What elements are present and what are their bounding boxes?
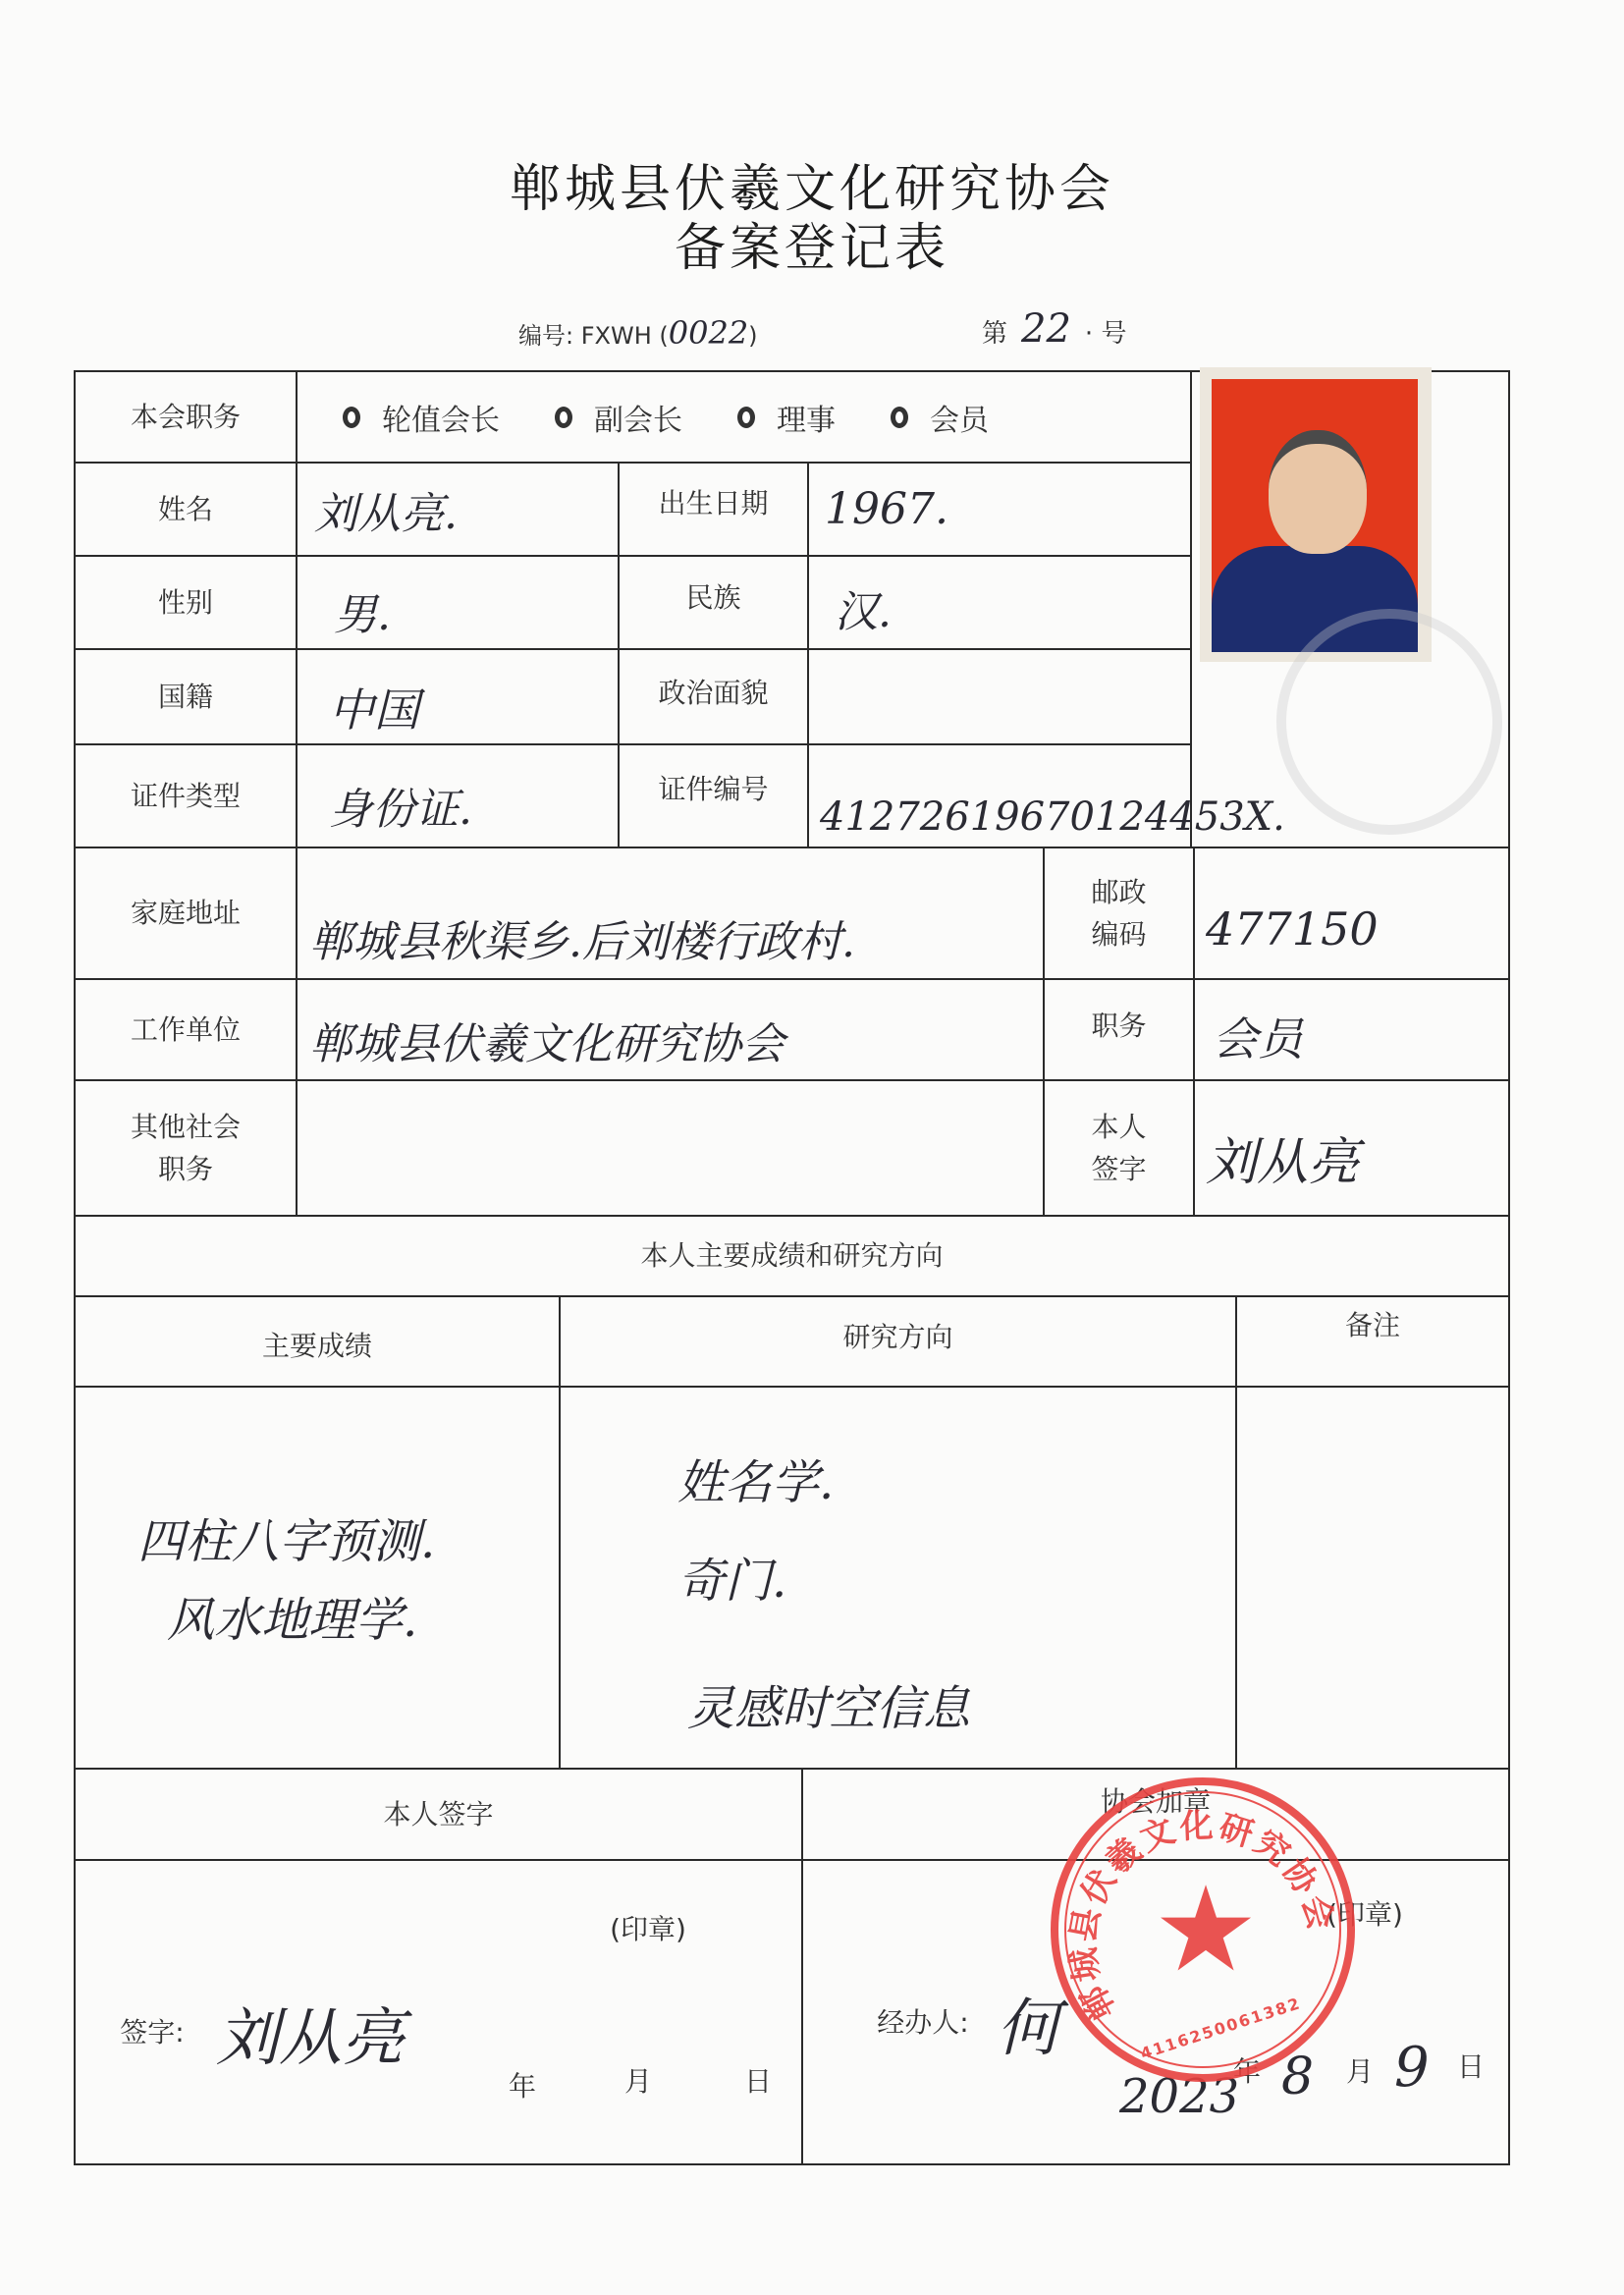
achievement-item: 风水地理学. xyxy=(167,1592,418,1648)
gender-label: 性别 xyxy=(157,585,213,619)
workplace-value: 郸城县伏羲文化研究协会 xyxy=(309,1018,785,1069)
option-rotating-president[interactable]: 轮值会长 xyxy=(343,396,500,439)
month-label-left: 月 xyxy=(623,2065,652,2099)
year-label-right: 年 xyxy=(1232,2055,1261,2089)
association-seal xyxy=(1051,1777,1355,2082)
position-options xyxy=(296,372,1190,462)
name-value: 刘从亮. xyxy=(314,488,458,539)
col-line xyxy=(807,462,809,847)
stamp-note-left: (印章) xyxy=(610,1913,686,1946)
name-label: 姓名 xyxy=(157,492,213,525)
form-title: 郸城县伏羲文化研究协会 xyxy=(509,160,1114,219)
position-label: 本会职务 xyxy=(130,400,241,433)
order-prefix: 第 xyxy=(982,319,1008,349)
table-border-right xyxy=(1508,370,1510,2165)
order-number xyxy=(982,306,1126,352)
research-item: 姓名学. xyxy=(677,1454,835,1510)
sign-label: 签字: xyxy=(120,2016,185,2049)
birth-value: 1967. xyxy=(825,484,948,534)
table-border-bottom xyxy=(74,2163,1510,2165)
political-label: 政治面貌 xyxy=(658,676,769,709)
workplace-label: 工作单位 xyxy=(130,1012,241,1046)
date-month-value: 8 xyxy=(1281,2048,1315,2106)
ethnicity-value: 汉. xyxy=(835,586,892,637)
job-value: 会员 xyxy=(1213,1011,1303,1066)
svg-text:郸城县伏羲文化研究协会: 郸城县伏羲文化研究协会 xyxy=(1062,1806,1341,2027)
date-year-value: 2023 xyxy=(1119,2069,1240,2124)
year-label-left: 年 xyxy=(508,2070,536,2104)
other-roles-label: 其他社会 职务 xyxy=(130,1110,241,1185)
radio-circle-icon xyxy=(891,407,908,428)
day-label-left: 日 xyxy=(743,2065,772,2099)
radio-circle-icon xyxy=(737,407,755,428)
month-label-right: 月 xyxy=(1345,2055,1374,2089)
serial-number xyxy=(518,314,758,352)
option-director[interactable]: 理事 xyxy=(737,396,836,439)
photo-head xyxy=(1269,430,1367,554)
handler-value: 何 xyxy=(997,1993,1059,2065)
achievements-column-header: 主要成绩 xyxy=(261,1329,372,1362)
stamp-note-right: (印章) xyxy=(1326,1898,1403,1932)
id-number-label: 证件编号 xyxy=(658,772,769,805)
nationality-value: 中国 xyxy=(329,683,419,737)
order-value: 22 xyxy=(1021,306,1071,352)
achievement-item: 四柱八字预测. xyxy=(137,1513,436,1569)
serial-value: 0022 xyxy=(668,314,749,352)
col-line xyxy=(1235,1295,1237,1768)
self-sign-value: 刘从亮 xyxy=(1206,1132,1360,1192)
postcode-label: 邮政 编码 xyxy=(1091,875,1147,951)
remarks-column-header: 备注 xyxy=(1344,1309,1400,1342)
ethnicity-label: 民族 xyxy=(685,580,741,614)
seal-code: 4116250061382 xyxy=(1138,1994,1304,2063)
embossed-seal xyxy=(1276,609,1502,835)
birth-label: 出生日期 xyxy=(658,486,769,519)
self-sign-label: 本人 签字 xyxy=(1091,1110,1147,1185)
radio-circle-icon xyxy=(555,407,572,428)
research-column-header: 研究方向 xyxy=(842,1320,953,1353)
job-label: 职务 xyxy=(1091,1009,1147,1042)
gender-value: 男. xyxy=(334,589,391,640)
col-line xyxy=(1193,847,1195,1215)
seal-header: 协会加章 xyxy=(1100,1785,1211,1819)
form-subtitle: 备案登记表 xyxy=(674,219,949,278)
id-type-label: 证件类型 xyxy=(130,779,241,812)
research-item: 灵感时空信息 xyxy=(687,1680,971,1736)
address-label: 家庭地址 xyxy=(130,897,241,930)
address-value: 郸城县秋渠乡.后刘楼行政村. xyxy=(309,917,855,967)
date-day-value: 9 xyxy=(1394,2035,1430,2100)
option-vice-president[interactable]: 副会长 xyxy=(555,396,682,439)
id-number-value: 41272619670124453X. xyxy=(820,793,1285,840)
achievements-section-title: 本人主要成绩和研究方向 xyxy=(640,1239,944,1273)
handler-label: 经办人: xyxy=(877,2006,969,2040)
row-line xyxy=(74,1386,1508,1388)
radio-circle-icon xyxy=(343,407,360,428)
self-sign-header: 本人签字 xyxy=(383,1797,494,1831)
nationality-label: 国籍 xyxy=(157,680,213,713)
col-line xyxy=(296,370,298,1215)
serial-label: 编号: FXWH ( xyxy=(518,322,669,350)
research-item: 奇门. xyxy=(677,1553,787,1609)
serial-close: ) xyxy=(748,322,758,350)
order-suffix: · 号 xyxy=(1084,319,1127,349)
option-member[interactable]: 会员 xyxy=(891,396,989,439)
day-label-right: 日 xyxy=(1456,2050,1485,2084)
sign-value: 刘从亮 xyxy=(216,2002,405,2075)
star-icon: ★ xyxy=(1153,1862,1259,1998)
postcode-value: 477150 xyxy=(1206,902,1379,956)
id-type-value: 身份证. xyxy=(329,784,472,835)
